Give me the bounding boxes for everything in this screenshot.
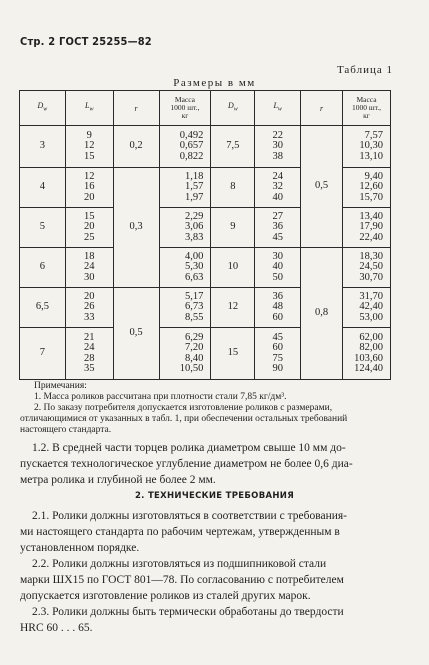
note-2-line-3: настоящего стандарта. bbox=[20, 425, 112, 435]
cell-mass-right: 18,30 24,50 30,70 bbox=[343, 248, 391, 288]
cell-mass-right: 31,70 42,40 53,00 bbox=[343, 288, 391, 328]
cell-dw-right: 15 bbox=[211, 328, 255, 380]
dimensions-table bbox=[19, 90, 391, 380]
cell-lw-right: 45 60 75 90 bbox=[255, 328, 301, 380]
notes-title: Примечания: bbox=[34, 381, 87, 391]
cell-dw: 3 bbox=[20, 126, 66, 168]
cell-mass-right: 62,00 82,00 103,60 124,40 bbox=[343, 328, 391, 380]
col-mass-right: Масса 1000 шт., кг bbox=[343, 91, 391, 126]
table-header-row bbox=[20, 91, 391, 126]
note-2-line-1: 2. По заказу потребителя допускается изготовление роликов с размерами, bbox=[34, 403, 333, 413]
cell-lw-right: 24 32 40 bbox=[255, 168, 301, 208]
col-dw: $D_w$ bbox=[20, 91, 66, 126]
table-row bbox=[20, 126, 391, 168]
cell-mass: 2,29 3,06 3,83 bbox=[159, 208, 211, 248]
table-row bbox=[20, 248, 391, 288]
cell-dw-right: 12 bbox=[211, 288, 255, 328]
col-r-right: r bbox=[301, 91, 343, 126]
cell-lw-right: 22 30 38 bbox=[255, 126, 301, 168]
cell-mass: 5,17 6,73 8,55 bbox=[159, 288, 211, 328]
cell-r: 0,2 bbox=[113, 126, 159, 168]
paragraph-2-2: 2.2. Ролики должны изготовляться из подшипниковой стали марки ШХ15 по ГОСТ 801—78. По согласованию с потребителем допускается изготовление роликов из сталей других марок. bbox=[20, 558, 344, 602]
cell-lw: 21 24 28 35 bbox=[65, 328, 113, 380]
cell-r-right: 0,5 bbox=[301, 126, 343, 248]
col-mass: Масса 1000 шт., кг bbox=[159, 91, 211, 126]
cell-r-right: 0,8 bbox=[301, 248, 343, 380]
note-1: 1. Масса роликов рассчитана при плотности стали 7,85 кг/дм³. bbox=[34, 392, 287, 402]
cell-mass: 0,492 0,657 0,822 bbox=[159, 126, 211, 168]
col-dw-right: $D_w$ bbox=[211, 91, 255, 126]
table-size-note: Размеры в мм bbox=[173, 77, 256, 89]
cell-dw-right: 10 bbox=[211, 248, 255, 288]
section-title: 2. ТЕХНИЧЕСКИЕ ТРЕБОВАНИЯ bbox=[134, 491, 295, 501]
note-2-line-2: отличающимися от указанных в табл. 1, при обеспечении остальных требований bbox=[20, 414, 348, 424]
cell-mass: 6,29 7,20 8,40 10,50 bbox=[159, 328, 211, 380]
cell-mass: 4,00 5,30 6,63 bbox=[159, 248, 211, 288]
cell-lw: 12 16 20 bbox=[65, 168, 113, 208]
cell-r: 0,5 bbox=[113, 288, 159, 380]
cell-dw-right: 7,5 bbox=[211, 126, 255, 168]
col-lw: $L_w$ bbox=[65, 91, 113, 126]
page-header: Стр. 2 ГОСТ 25255—82 bbox=[20, 35, 152, 48]
cell-lw-right: 30 40 50 bbox=[255, 248, 301, 288]
table-notes bbox=[20, 381, 409, 436]
cell-lw-right: 36 48 60 bbox=[255, 288, 301, 328]
cell-lw-right: 27 36 45 bbox=[255, 208, 301, 248]
paragraph-2-3: 2.3. Ролики должны быть термически обработаны до твердости HRC 60 . . . 65. bbox=[20, 606, 344, 634]
cell-lw: 15 20 25 bbox=[65, 208, 113, 248]
cell-dw: 4 bbox=[20, 168, 66, 208]
table-caption: Таблица 1 bbox=[336, 64, 393, 76]
cell-dw: 5 bbox=[20, 208, 66, 248]
col-r: r bbox=[113, 91, 159, 126]
col-lw-right: $L_w$ bbox=[255, 91, 301, 126]
paragraph-1-2: 1.2. В средней части торцев ролика диаметром свыше 10 мм до- пускается технологическое углубление диаметром не более 0,6 диа- метра ролика и глубиной не более 2 мм. bbox=[20, 442, 353, 486]
cell-mass: 1,18 1,57 1,97 bbox=[159, 168, 211, 208]
cell-mass-right: 13,40 17,90 22,40 bbox=[343, 208, 391, 248]
cell-lw: 9 12 15 bbox=[65, 126, 113, 168]
cell-mass-right: 9,40 12,60 15,70 bbox=[343, 168, 391, 208]
cell-dw: 6 bbox=[20, 248, 66, 288]
cell-mass-right: 7,57 10,30 13,10 bbox=[343, 126, 391, 168]
cell-lw: 18 24 30 bbox=[65, 248, 113, 288]
paragraph-2-1: 2.1. Ролики должны изготовляться в соответствии с требования- ми настоящего стандарта по рабочим чертежам, утвержденным в установленном порядке. bbox=[20, 510, 347, 554]
cell-dw-right: 8 bbox=[211, 168, 255, 208]
cell-lw: 20 26 33 bbox=[65, 288, 113, 328]
cell-dw: 6,5 bbox=[20, 288, 66, 328]
cell-r: 0,3 bbox=[113, 168, 159, 288]
cell-dw: 7 bbox=[20, 328, 66, 380]
cell-dw-right: 9 bbox=[211, 208, 255, 248]
